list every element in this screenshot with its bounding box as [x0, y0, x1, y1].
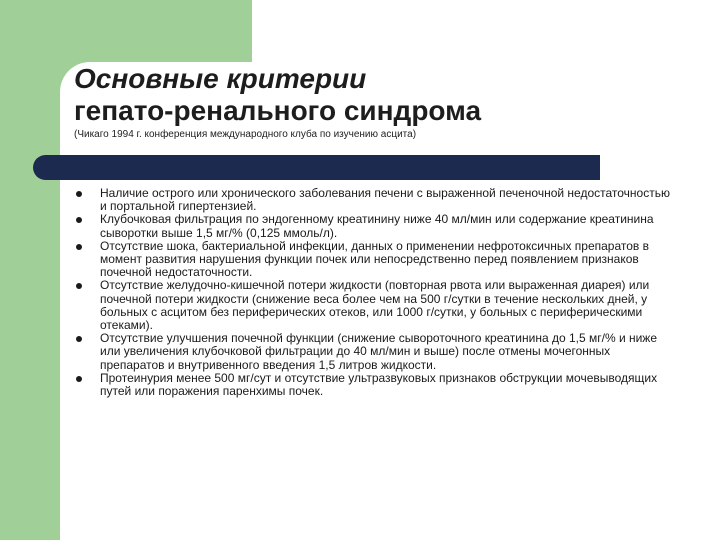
criteria-text: Отсутствие желудочно-кишечной потери жидкости (повторная рвота или выраженная диарея) или почечной потери жидкости (снижение веса более чем на 500 г/сутки в течение нескольких дней, у больных с асцитом без периферических отеков, или 1000 г/сутки, у больных с периферическими отеками).	[100, 278, 650, 333]
criteria-item	[74, 279, 674, 332]
criteria-item	[74, 213, 674, 239]
slide-title-line-2: гепато-ренального синдрома	[74, 95, 482, 126]
criteria-list	[74, 187, 674, 398]
criteria-item	[74, 187, 674, 213]
slide-title-line-1: Основные критерии	[74, 63, 367, 94]
criteria-text: Протеинурия менее 500 мг/сут и отсутствие ультразвуковых признаков обструкции мочевыводящих путей или поражения паренхимы почек.	[100, 370, 658, 399]
criteria-item	[74, 332, 674, 372]
criteria-text: Клубочковая фильтрация по эндогенному креатинину ниже 40 мл/мин или содержание креатинина сыворотки выше 1,5 мг/% (0,125 ммоль/л).	[100, 212, 654, 240]
decorative-green-strip	[0, 0, 60, 540]
bullet-icon	[76, 283, 82, 289]
criteria-text: Наличие острого или хронического заболевания печени с выраженной печеночной недостаточностью и портальной гипертензией.	[100, 186, 670, 214]
criteria-item	[74, 372, 674, 398]
bullet-icon	[76, 217, 82, 223]
bullet-icon	[76, 244, 82, 250]
criteria-item	[74, 240, 674, 280]
slide-subtitle: (Чикаго 1994 г. конференция международного клуба по изучению асцита)	[74, 129, 417, 140]
criteria-text: Отсутствие шока, бактериальной инфекции, данных о применении нефротоксичных препаратов в момент развития нарушения функции почек или непосредственно перед появлением признаков почечной недостаточности.	[100, 238, 650, 280]
criteria-text: Отсутствие улучшения почечной функции (снижение сывороточного креатинина до 1,5 мг/% и ниже или увеличения клубочковой фильтрации до 40 мл/мин и выше) после отмены мочегонных препаратов и внутривенного введения 1,5 литров жидкости.	[100, 331, 658, 372]
divider-bar	[60, 155, 600, 180]
slide-title	[74, 63, 481, 127]
bullet-icon	[76, 191, 82, 197]
bullet-icon	[76, 376, 82, 382]
bullet-icon	[76, 336, 82, 342]
